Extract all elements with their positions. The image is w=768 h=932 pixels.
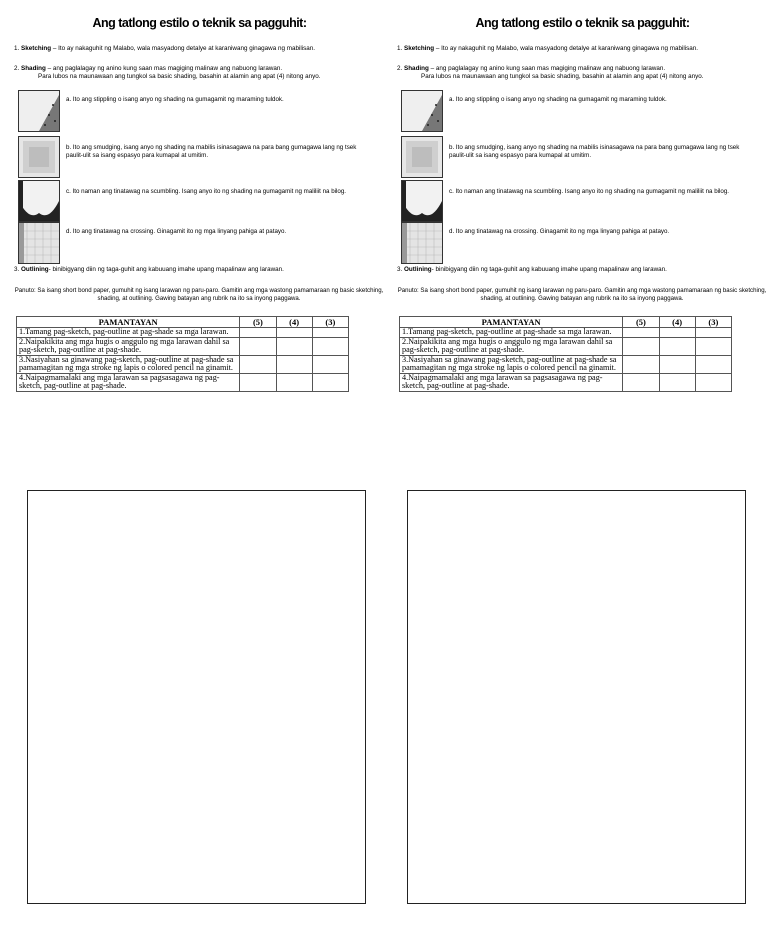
worksheet-title: Ang tatlong estilo o teknik sa pagguhit: — [92, 16, 307, 30]
score-cell[interactable] — [276, 373, 312, 391]
item-sketching: 1. Sketching – Ito ay nakaguhit ng Malabo, wala masyadong detalye at karaniwang ginagawa ng mabilisan. — [14, 45, 316, 52]
technique-scumbling — [401, 180, 761, 222]
crossing-swatch-image — [401, 222, 443, 264]
rubric-row — [400, 328, 732, 338]
term-shading: Shading — [404, 65, 429, 72]
score-cell[interactable] — [312, 328, 348, 338]
item-shading: 2. Shading – ang paglalagay ng anino kung saan mas magiging malinaw ang nabuong larawan. Para lubos na maunawaan ang tungkol sa basic shading, basahin at alamin ang apat (4) nitong anyo. — [397, 65, 704, 80]
rubric-criterion: 2.Naipakikita ang mga hugis o anggulo ng mga larawan dahil sa pag-sketch, pag-outline at pag-shade. — [17, 337, 240, 355]
worksheet-left — [12, 0, 387, 390]
stippling-swatch-image — [18, 90, 60, 132]
rubric-table — [399, 316, 732, 392]
smudging-swatch-image — [401, 136, 443, 178]
item-outlining: 3. Outlining- binibigyang diin ng taga-guhit ang kabuuang imahe upang mapalinaw ang larawan. — [397, 266, 667, 273]
score-cell[interactable] — [276, 328, 312, 338]
item-sketching: 1. Sketching – Ito ay nakaguhit ng Malabo, wala masyadong detalye at karaniwang ginagawa ng mabilisan. — [397, 45, 699, 52]
technique-text: d. Ito ang tinatawag na crossing. Ginagamit ito ng mga linyang pahiga at patayo. — [449, 228, 670, 235]
technique-crossing — [18, 222, 378, 264]
score-cell[interactable] — [276, 337, 312, 355]
item-outlining: 3. Outlining- binibigyang diin ng taga-guhit ang kabuuang imahe upang mapalinaw ang larawan. — [14, 266, 284, 273]
rubric-table — [16, 316, 349, 392]
rubric-header: (4) — [276, 317, 312, 328]
rubric-row — [17, 373, 349, 391]
score-cell[interactable] — [312, 337, 348, 355]
stippling-swatch-image — [401, 90, 443, 132]
crossing-swatch-image — [18, 222, 60, 264]
rubric-row — [400, 337, 732, 355]
rubric-header: (4) — [659, 317, 695, 328]
rubric-header: (3) — [695, 317, 731, 328]
technique-text: a. Ito ang stippling o isang anyo ng shading na gumagamit ng maraming tuldok. — [449, 96, 667, 103]
technique-stippling — [401, 90, 761, 132]
worksheet-title: Ang tatlong estilo o teknik sa pagguhit: — [475, 16, 690, 30]
technique-text: a. Ito ang stippling o isang anyo ng shading na gumagamit ng maraming tuldok. — [66, 96, 284, 103]
panuto-instructions: Panuto: Sa isang short bond paper, gumuhit ng isang larawan ng paru-paro. Gamitin ang mga wastong pamamaraan ng basic sketching, shading, at outlining. Gawing batayan ang rubrik na ito sa inyong paggawa. — [397, 287, 767, 302]
score-cell[interactable] — [240, 337, 276, 355]
technique-smudging — [401, 136, 761, 178]
rubric-criterion: 4.Naipagmamalaki ang mga larawan sa pagsasagawa ng pag-sketch, pag-outline at pag-shade. — [17, 373, 240, 391]
score-cell[interactable] — [659, 355, 695, 373]
drawing-box[interactable] — [407, 490, 746, 904]
rubric-criterion: 1.Tamang pag-sketch, pag-outline at pag-shade sa mga larawan. — [400, 328, 623, 338]
rubric-header: PAMANTAYAN — [400, 317, 623, 328]
term-outlining: Outlining — [404, 266, 432, 273]
score-cell[interactable] — [312, 355, 348, 373]
score-cell[interactable] — [240, 373, 276, 391]
term-sketching: Sketching — [404, 45, 435, 52]
rubric-header-row — [17, 317, 349, 328]
technique-text: b. Ito ang smudging, isang anyo ng shading na mabilis isinasagawa na para bang gumagawa lang ng tsek paulit-ulit sa isang espasyo para kumapal at umitim. — [449, 144, 740, 159]
technique-stippling — [18, 90, 378, 132]
rubric-header: PAMANTAYAN — [17, 317, 240, 328]
term-shading: Shading — [21, 65, 46, 72]
smudging-swatch-image — [18, 136, 60, 178]
technique-crossing — [401, 222, 761, 264]
rubric-row — [400, 373, 732, 391]
score-cell[interactable] — [276, 355, 312, 373]
score-cell[interactable] — [659, 328, 695, 338]
technique-scumbling — [18, 180, 378, 222]
rubric-criterion: 3.Nasiyahan sa ginawang pag-sketch, pag-outline at pag-shade sa pamamagitan ng mga stroke ng lapis o colored pencil na ginamit. — [17, 355, 240, 373]
rubric-row — [400, 355, 732, 373]
rubric-criterion: 2.Naipakikita ang mga hugis o anggulo ng mga larawan dahil sa pag-sketch, pag-outline at pag-shade. — [400, 337, 623, 355]
technique-smudging — [18, 136, 378, 178]
rubric-criterion: 3.Nasiyahan sa ginawang pag-sketch, pag-outline at pag-shade sa pamamagitan ng mga stroke ng lapis o colored pencil na ginamit. — [400, 355, 623, 373]
score-cell[interactable] — [623, 355, 659, 373]
score-cell[interactable] — [240, 355, 276, 373]
score-cell[interactable] — [695, 337, 731, 355]
term-outlining: Outlining — [21, 266, 49, 273]
rubric-row — [17, 337, 349, 355]
score-cell[interactable] — [659, 337, 695, 355]
technique-text: b. Ito ang smudging, isang anyo ng shading na mabilis isinasagawa na para bang gumagawa lang ng tsek paulit-ulit sa isang espasyo para kumapal at umitim. — [66, 144, 357, 159]
worksheet-right — [395, 0, 768, 390]
score-cell[interactable] — [312, 373, 348, 391]
score-cell[interactable] — [623, 373, 659, 391]
technique-text: d. Ito ang tinatawag na crossing. Ginagamit ito ng mga linyang pahiga at patayo. — [66, 228, 287, 235]
score-cell[interactable] — [623, 328, 659, 338]
scumbling-swatch-image — [401, 180, 443, 222]
rubric-header-row — [400, 317, 732, 328]
technique-text: c. Ito naman ang tinatawag na scumbling. Isang anyo ito ng shading na gumagamit ng maliliit na bilog. — [66, 188, 346, 195]
score-cell[interactable] — [240, 328, 276, 338]
rubric-criterion: 4.Naipagmamalaki ang mga larawan sa pagsasagawa ng pag-sketch, pag-outline at pag-shade. — [400, 373, 623, 391]
score-cell[interactable] — [659, 373, 695, 391]
score-cell[interactable] — [623, 337, 659, 355]
score-cell[interactable] — [695, 328, 731, 338]
rubric-header: (5) — [623, 317, 659, 328]
drawing-box[interactable] — [27, 490, 366, 904]
rubric-row — [17, 355, 349, 373]
rubric-header: (5) — [240, 317, 276, 328]
scumbling-swatch-image — [18, 180, 60, 222]
term-sketching: Sketching — [21, 45, 52, 52]
rubric-row — [17, 328, 349, 338]
rubric-header: (3) — [312, 317, 348, 328]
panuto-instructions: Panuto: Sa isang short bond paper, gumuhit ng isang larawan ng paru-paro. Gamitin ang mga wastong pamamaraan ng basic sketching, shading, at outlining. Gawing batayan ang rubrik na ito sa inyong paggawa. — [14, 287, 384, 302]
rubric-criterion: 1.Tamang pag-sketch, pag-outline at pag-shade sa mga larawan. — [17, 328, 240, 338]
score-cell[interactable] — [695, 373, 731, 391]
score-cell[interactable] — [695, 355, 731, 373]
item-shading: 2. Shading – ang paglalagay ng anino kung saan mas magiging malinaw ang nabuong larawan. Para lubos na maunawaan ang tungkol sa basic shading, basahin at alamin ang apat (4) nitong anyo. — [14, 65, 321, 80]
technique-text: c. Ito naman ang tinatawag na scumbling. Isang anyo ito ng shading na gumagamit ng maliliit na bilog. — [449, 188, 729, 195]
